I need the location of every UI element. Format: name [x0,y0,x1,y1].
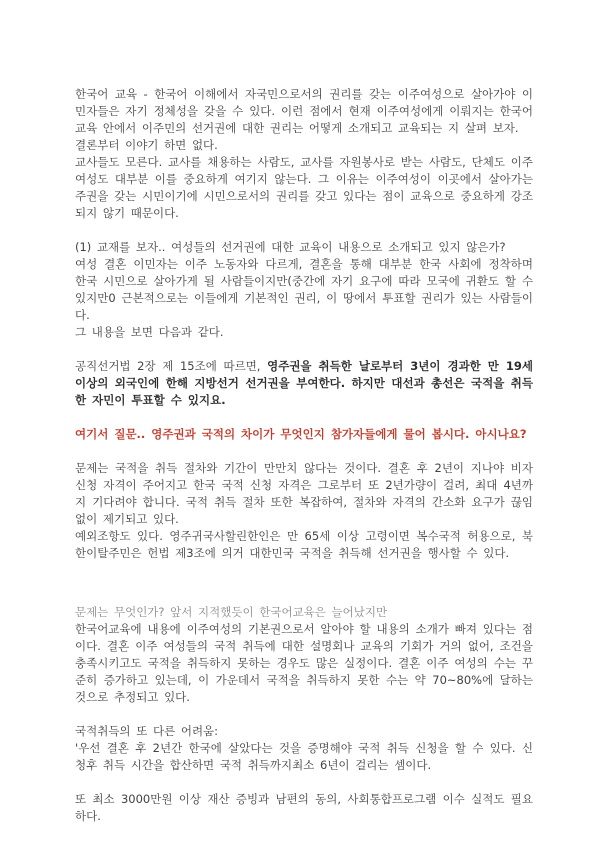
paragraph-see-below: 그 내용을 보면 다음과 같다. [75,325,224,339]
paragraph-exceptions: 예외조항도 있다. 영주귀국사할린한인은 만 65세 이상 고령이면 복수국적 허용으로, 북한이탈주민은 헌법 제3조에 의거 대한민국 국적을 취득해 선거권을 행사할 수 있다. [75,529,533,560]
paragraph-proof-residency: '우선 결혼 후 2년간 한국에 살았다는 것을 증명해야 국적 취득 신청을 할 수 있다. 신청후 취득 시간을 합산하면 국적 취득까지최소 6년이 걸리는 셈이다. [75,741,533,772]
election-law-bold-text: 영주권을 취득한 날로부터 3년이 경과한 만 19세 이상의 외국인에 한해 지방선거 선거권을 부여한다. 하지만 대선과 총선은 국적을 취득한 자민이 투표할 수 있지요. [75,359,533,407]
paragraph-missing-content: 한국어교육에 내용에 이주여성의 기본권으로서 알아야 할 내용의 소개가 빠져 있다는 점이다. 결혼 이주 여성들의 국적 취득에 대한 설명회나 교육의 기회가 거의 없어, 조건을 충족시키고도 국적을 취득하지 못하는 경우도 많은 실정이다. 결혼 이주 여성의 수는 꾸준히 증가하고 있는데, 이 가운데서 국적을 취득하지 못한 수는 약 70~80%에 달하는 것으로 추정되고 있다. [75,622,533,704]
paragraph-marriage-immigrants: 여성 결혼 이민자는 이주 노동자와 다르게, 결혼을 통해 대부분 한국 사회에 정착하며 한국 시민으로 살아가게 될 사람들이지만(중간에 자기 요구에 따라 모국에 귀환도 할 수 있지만0 근본적으로는 이들에게 기본적인 권리, 이 땅에서 투표할 권리가 있는 사람들이다. [75,257,533,322]
paragraph-intro: 한국어 교육 - 한국어 이해에서 자국민으로서의 권리를 갖는 이주여성으로 살아가야 이민자들은 자기 정체성을 갖을 수 있다. 이런 점에서 현재 이주여성에게 이뤄지는 한국어교육 안에서 이주민의 선거권에 대한 권리는 어떻게 소개되고 교육되는 지 살펴 보자. [75,87,533,135]
paragraph-problem-procedure: 문제는 국적을 취득 절차와 기간이 만만치 않다는 것이다. 결혼 후 2년이 지나야 비자 신청 자격이 주어지고 한국 국적 신청 자격은 그로부터 또 2년가량이 걸려, 최대 4년까지 기다려야 합니다. 국적 취득 절차 또한 복잡하여, 절차와 자격의 간소화 요구가 끊임없이 제기되고 있다. [75,461,533,526]
paragraph-what-is-problem: 문제는 무엇인가? 앞서 지적했듯이 한국어교육은 늘어났지만 [75,605,388,619]
paragraph-assets-requirement: 또 최소 3000만원 이상 재산 증빙과 남편의 동의, 사회통합프로그램 이수 실적도 필요하다. [75,792,533,823]
paragraph-teachers: 교사들도 모른다. 교사를 채용하는 사람도, 교사를 자원봉사로 받는 사람도, 단체도 이주여성도 대부분 이를 중요하게 여기지 않는다. 그 이유는 이주여성이 이곳에서 살아가는 주권을 갖는 시민이기에 시민으로서의 권리를 갖고 있다는 점이 교육으로 중요하게 강조되지 않기 때문이다. [75,155,533,220]
election-law-intro: 공직선거법 2장 제 15조에 따르면, [75,359,268,373]
paragraph-election-law [75,358,533,409]
facilitator-question: 여기서 질문.. 영주권과 국적의 차이가 무엇인지 참가자들에게 물어 봅시다. 아시나요? [75,427,527,441]
section1-heading: (1) 교재를 보자.. 여성들의 선거권에 대한 교육이 내용으로 소개되고 있지 않은가? [75,240,506,254]
other-difficulties-heading: 국적취득의 또 다른 어려움: [75,724,219,738]
paragraph-conclusion-first: 결론부터 이야기 하면 없다. [75,138,218,152]
